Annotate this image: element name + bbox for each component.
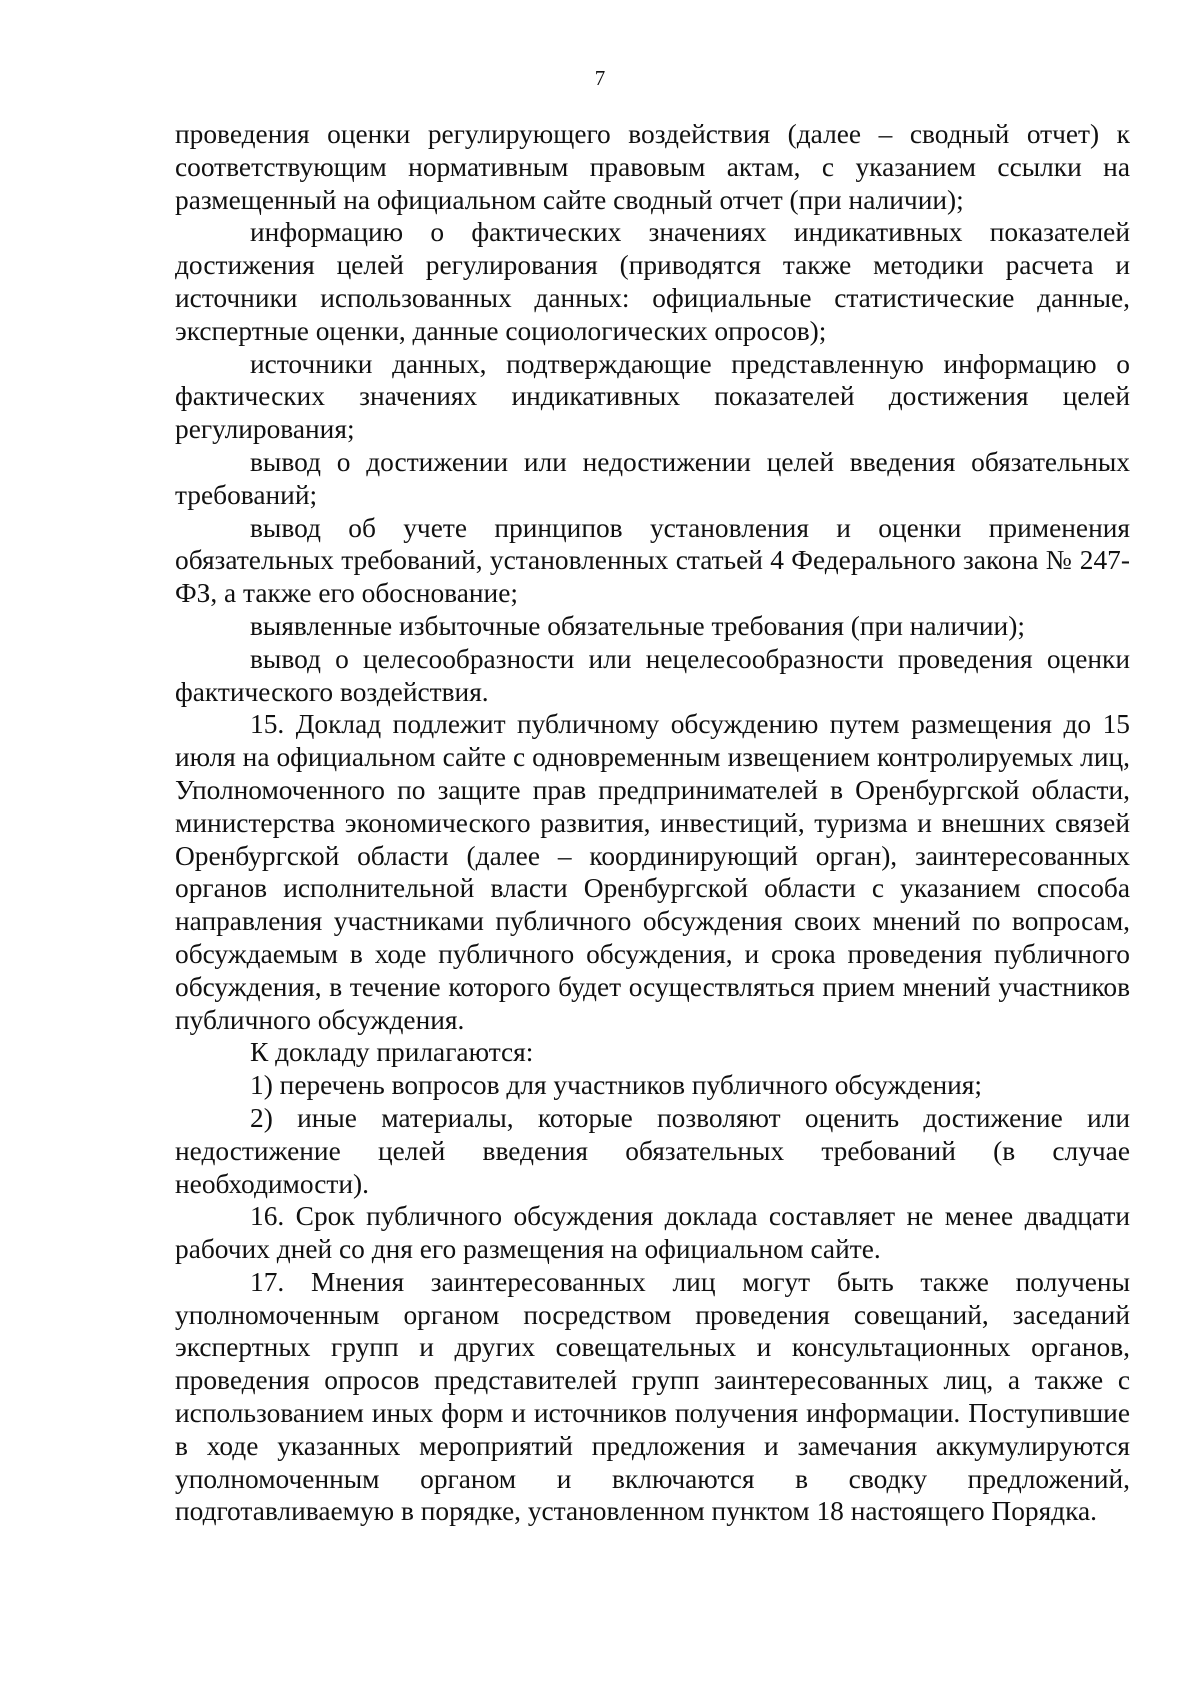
paragraph-indicator-info: информацию о фактических значениях индикативных показателей достижения целей регулирования (приводятся также методики расчета и источники использованных данных: официальные статистические данные, экспертные оценки, данные социологических опросов); bbox=[175, 217, 1130, 346]
paragraph-attachment-1: 1) перечень вопросов для участников публичного обсуждения; bbox=[250, 1070, 983, 1101]
paragraph-attachments-intro: К докладу прилагаются: bbox=[250, 1037, 534, 1068]
paragraph-continuation: проведения оценки регулирующего воздействия (далее – сводный отчет) к соответствующим нормативным правовым актам, с указанием ссылки на размещенный на официальном сайте сводный отчет (при наличии); bbox=[175, 119, 1130, 215]
paragraph-excessive-requirements: выявленные избыточные обязательные требования (при наличии); bbox=[250, 610, 1025, 641]
page-number: 7 bbox=[594, 66, 606, 90]
paragraph-item-17: 17. Мнения заинтересованных лиц могут быть также получены уполномоченным органом посредством проведения совещаний, заседаний экспертных групп и других совещательных и консультационных органов, проведения опросов представителей групп заинтересованных лиц, а также с использованием иных форм и источников получения информации. Поступившие в ходе указанных мероприятий предложения и замечания аккумулируются уполномоченным органом и включаются в сводку предложений, подготавливаемую в порядке, установленном пунктом 18 настоящего Порядка. bbox=[175, 1266, 1130, 1527]
document-body bbox=[175, 118, 1130, 1528]
paragraph-item-16: 16. Срок публичного обсуждения доклада составляет не менее двадцати рабочих дней со дня его размещения на официальном сайте. bbox=[175, 1201, 1130, 1265]
paragraph-item-15: 15. Доклад подлежит публичному обсуждению путем размещения до 15 июля на официальном сайте с одновременным извещением контролируемых лиц, Уполномоченного по защите прав предпринимателей в Оренбургской области, министерства экономического развития, инвестиций, туризма и внешних связей Оренбургской области (далее – координирующий орган), заинтересованных органов исполнительной власти Оренбургской области с указанием способа направления участниками публичного обсуждения своих мнений по вопросам, обсуждаемым в ходе публичного обсуждения, и срока проведения публичного обсуждения, в течение которого будет осуществляться прием мнений участников публичного обсуждения. bbox=[175, 709, 1130, 1035]
paragraph-assessment-expediency: вывод о целесообразности или нецелесообразности проведения оценки фактического воздействия. bbox=[175, 643, 1130, 707]
paragraph-principles-conclusion: вывод об учете принципов установления и оценки применения обязательных требований, установленных статьей 4 Федерального закона № 247-ФЗ, а также его обоснование; bbox=[175, 512, 1130, 609]
paragraph-data-sources: источники данных, подтверждающие представленную информацию о фактических значениях индикативных показателей достижения целей регулирования; bbox=[175, 348, 1130, 445]
paragraph-attachment-2: 2) иные материалы, которые позволяют оценить достижение или недостижение целей введения обязательных требований (в случае необходимости). bbox=[175, 1102, 1130, 1199]
paragraph-goals-conclusion: вывод о достижении или недостижении целей введения обязательных требований; bbox=[175, 446, 1130, 510]
